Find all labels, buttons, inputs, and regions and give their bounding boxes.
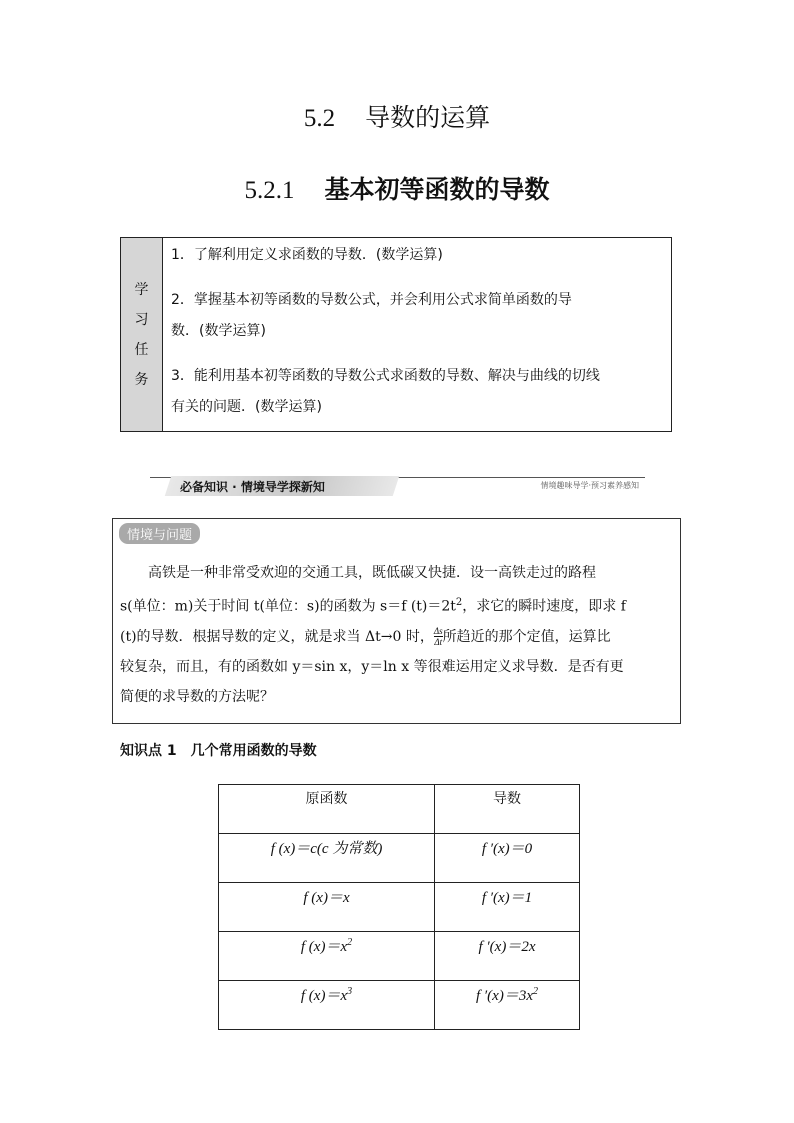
table-row — [219, 981, 580, 1030]
subsection-number: 5.2.1 — [244, 177, 295, 204]
side-char: 任 — [134, 341, 149, 358]
exponent: 3 — [347, 986, 353, 997]
task-item: 3．能利用基本初等函数的导数公式求函数的导数、解决与曲线的切线 — [171, 368, 600, 384]
knowledge-point-heading — [120, 740, 331, 760]
table-row — [219, 883, 580, 932]
scenario-box — [112, 518, 681, 724]
table-row — [219, 834, 580, 883]
fraction-denominator: Δt — [434, 637, 443, 648]
scenario-text: 所趋近的那个定值，运算比 — [442, 628, 611, 645]
subsection-title-text: 基本初等函数的导数 — [324, 175, 550, 204]
scenario-text: ，求它的瞬时速度，即求 f — [462, 598, 626, 615]
task-items — [163, 238, 671, 431]
scenario-line: 简便的求导数的方法呢？ — [120, 688, 274, 705]
delta-fraction — [434, 626, 443, 647]
fraction-numerator: Δs — [433, 626, 443, 637]
scenario-text: (t)的导数．根据导数的定义，就是求当 Δt→0 时， — [120, 628, 434, 645]
task-side-label — [121, 238, 163, 431]
exponent: 2 — [533, 986, 538, 997]
side-char: 习 — [134, 311, 149, 328]
task-item: 数．(数学运算) — [171, 323, 266, 339]
cell-text: f (x)＝x — [300, 988, 348, 1004]
scenario-text: s(单位：m)关于时间 t(单位：s)的函数为 s＝f (t)＝2t — [120, 598, 456, 615]
table-cell: f (x)＝c(c 为常数) — [219, 834, 435, 883]
side-char: 学 — [134, 281, 149, 298]
band-right-text: 情境趣味导学·预习素养感知 — [540, 481, 639, 490]
knowledge-point-label: 知识点 1 — [120, 743, 177, 759]
exponent: 2 — [347, 937, 353, 948]
table-cell — [219, 981, 435, 1030]
section-title-text: 导数的运算 — [365, 103, 491, 132]
scenario-line — [120, 622, 673, 652]
task-item: 1．了解利用定义求函数的导数．(数学运算) — [171, 247, 443, 263]
scenario-line: 高铁是一种非常受欢迎的交通工具，既低碳又快捷．设一高铁走过的路程 — [148, 565, 596, 581]
section-title — [0, 98, 794, 134]
table-header-row — [219, 785, 580, 834]
exponent: 2 — [455, 597, 463, 608]
table-cell: f (x)＝x — [219, 883, 435, 932]
derivative-table — [218, 784, 580, 1030]
table-header: 原函数 — [219, 785, 435, 834]
table-cell — [219, 932, 435, 981]
cell-text: f (x)＝x — [300, 939, 348, 955]
table-cell: f ′(x)＝1 — [435, 883, 580, 932]
knowledge-point-title: 几个常用函数的导数 — [190, 743, 317, 759]
section-band — [150, 474, 645, 496]
table-cell — [435, 981, 580, 1030]
task-item: 有关的问题．(数学运算) — [171, 399, 322, 415]
table-row — [219, 932, 580, 981]
section-number: 5.2 — [303, 105, 336, 132]
scenario-tag: 情境与问题 — [119, 523, 200, 544]
table-cell: f ′(x)＝2x — [435, 932, 580, 981]
band-left-text: 必备知识 · 情境导学探新知 — [180, 480, 325, 494]
cell-text: f ′(x)＝3x — [475, 988, 533, 1004]
side-char: 务 — [134, 371, 149, 388]
table-cell: f ′(x)＝0 — [435, 834, 580, 883]
learning-task-box — [120, 237, 672, 432]
scenario-line — [120, 588, 673, 622]
table-header: 导数 — [435, 785, 580, 834]
subsection-title — [0, 170, 794, 206]
task-item: 2．掌握基本初等函数的导数公式，并会利用公式求简单函数的导 — [171, 292, 572, 308]
scenario-paragraph — [120, 558, 673, 712]
scenario-line: 较复杂，而且，有的函数如 y＝sin x，y＝ln x 等很难运用定义求导数．是否有更 — [120, 658, 624, 675]
